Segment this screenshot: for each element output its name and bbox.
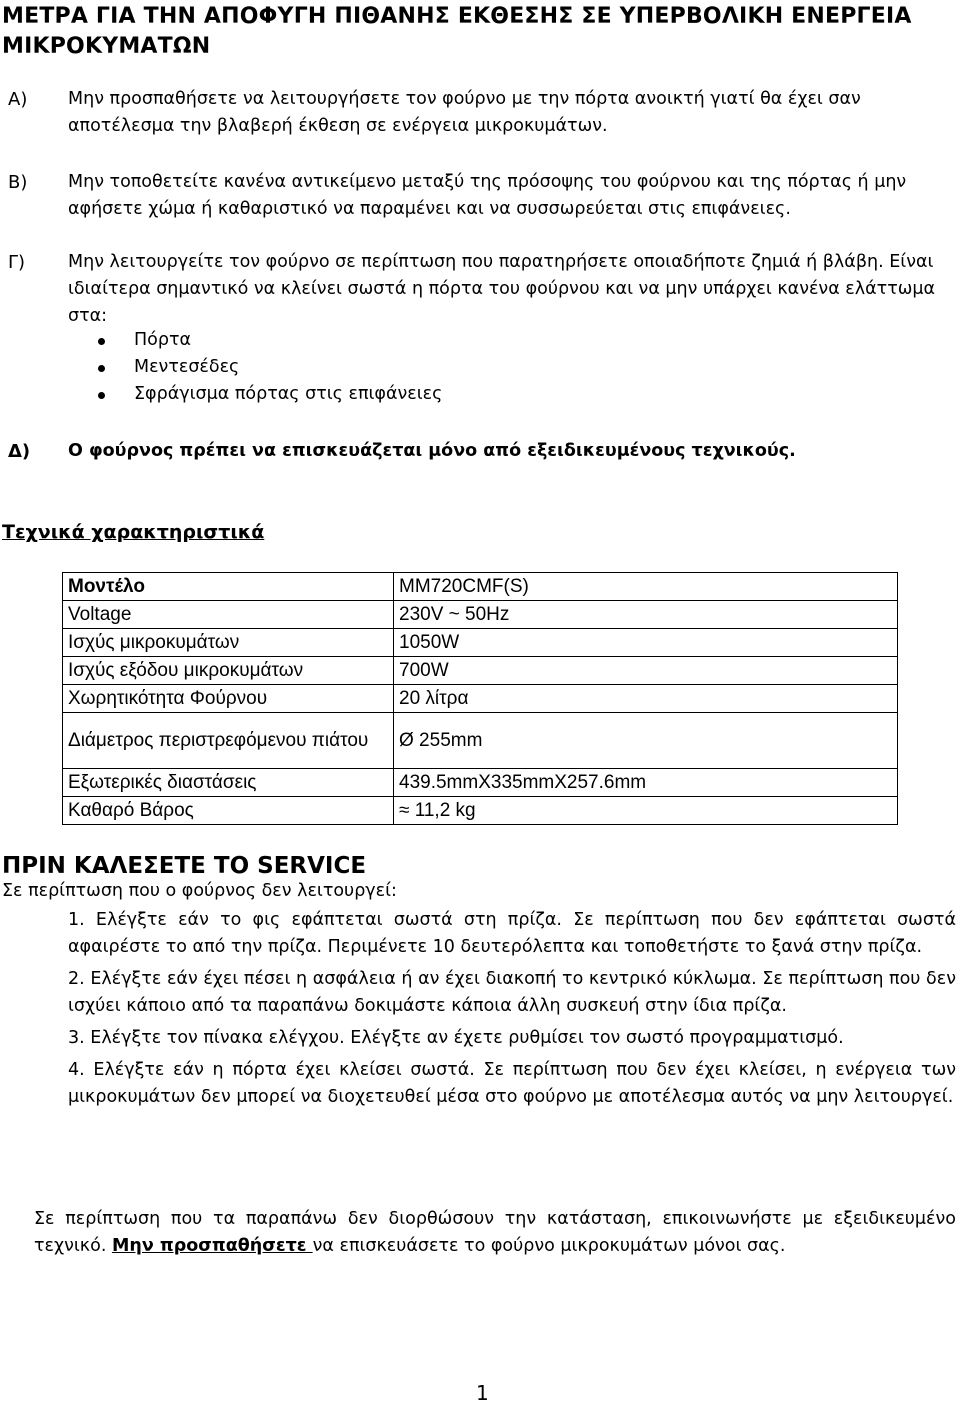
spec-label: Καθαρό Βάρος: [63, 797, 394, 825]
item-letter-a: Α): [8, 89, 28, 110]
item-text-b: Μην τοποθετείτε κανένα αντικείμενο μεταξύ της πρόσοψης του φούρνου και της πόρτας ή μην αφήσετε χώμα ή καθαριστικό να παραμένει και να συσσωρεύεται στις επιφάνειες.: [68, 172, 907, 219]
closing-paragraph: [34, 1206, 956, 1260]
spec-value: Ø 255mm: [394, 713, 898, 769]
list-item: 4. Ελέγξτε εάν η πόρτα έχει κλείσει σωστά. Σε περίπτωση που δεν έχει κλείσει, η ενέργεια των μικροκυμάτων δεν μπορεί να διοχετευθεί μέσα στο φούρνο με αποτέλεσμα αυτός να μην λειτουργεί.: [68, 1060, 956, 1107]
table-row: [63, 685, 898, 713]
item-text-c: Μην λειτουργείτε τον φούρνο σε περίπτωση που παρατηρήσετε οποιαδήποτε ζημιά ή βλάβη. Είναι ιδιαίτερα σημαντικό να κλείνει σωστά η πόρτα του φούρνου και να μην υπάρχει κανένα ελάττωμα στα:: [68, 252, 936, 326]
service-steps: [68, 907, 956, 1116]
spec-value: MM720CMF(S): [394, 573, 898, 601]
closing-text-start: Σε περίπτωση που τα παραπάνω δεν διορθώσουν την κατάσταση, επικοινωνήστε με εξειδικευμένο τεχνικό.: [34, 1209, 956, 1256]
table-row: [63, 797, 898, 825]
list-item: Σφράγισμα πόρτας στις επιφάνειες: [98, 381, 442, 408]
spec-value: 230V ~ 50Hz: [394, 601, 898, 629]
page-number: 1: [476, 1381, 489, 1405]
service-intro: Σε περίπτωση που ο φούρνος δεν λειτουργεί:: [2, 881, 397, 901]
item-letter-d: Δ): [8, 441, 31, 462]
bullet-icon: [98, 392, 105, 399]
list-item: Πόρτα: [98, 327, 442, 354]
tech-specs-heading: Τεχνικά χαρακτηριστικά: [2, 521, 265, 543]
list-item: Μεντεσέδες: [98, 354, 442, 381]
list-item: 1. Ελέγξτε εάν το φις εφάπτεται σωστά στη πρίζα. Σε περίπτωση που δεν εφάπτεται σωστά αφαιρέστε το από την πρίζα. Περιμένετε 10 δευτερόλεπτα και τοποθετήστε το ξανά στην πρίζα.: [68, 910, 956, 957]
spec-value: 700W: [394, 657, 898, 685]
spec-value: ≈ 11,2 kg: [394, 797, 898, 825]
table-row: [63, 769, 898, 797]
service-heading: ΠΡΙΝ ΚΑΛΕΣΕΤΕ ΤΟ SERVICE: [2, 853, 367, 879]
table-row: [63, 713, 898, 769]
defect-bullet-list: [98, 327, 442, 408]
item-text-d: Ο φούρνος πρέπει να επισκευάζεται μόνο από εξειδικευμένους τεχνικούς.: [68, 441, 796, 461]
closing-warning: Μην προσπαθήσετε: [111, 1236, 313, 1256]
specs-table: [62, 572, 898, 825]
list-item: 3. Ελέγξτε τον πίνακα ελέγχου. Ελέγξτε αν έχετε ρυθμίσει τον σωστό προγραμματισμό.: [68, 1028, 844, 1048]
table-row: [63, 657, 898, 685]
closing-text-end: να επισκευάσετε το φούρνο μικροκυμάτων μόνοι σας.: [312, 1236, 786, 1256]
spec-label: Voltage: [63, 601, 394, 629]
spec-value: 20 λίτρα: [394, 685, 898, 713]
bullet-icon: [98, 365, 105, 372]
spec-label: Ισχύς μικροκυμάτων: [63, 629, 394, 657]
list-item: 2. Ελέγξτε εάν έχει πέσει η ασφάλεια ή αν έχει διακοπή το κεντρικό κύκλωμα. Σε περίπτωση που δεν ισχύει κάποιο από τα παραπάνω δοκιμάστε κάποια άλλη συσκευή στην ίδια πρίζα.: [68, 969, 956, 1016]
spec-label: Ισχύς εξόδου μικροκυμάτων: [63, 657, 394, 685]
table-row: [63, 629, 898, 657]
item-text-a: Μην προσπαθήσετε να λειτουργήσετε τον φούρνο με την πόρτα ανοικτή γιατί θα έχει σαν αποτέλεσμα την βλαβερή έκθεση σε ενέργεια μικροκυμάτων.: [68, 89, 861, 136]
table-row: [63, 601, 898, 629]
spec-label: Εξωτερικές διαστάσεις: [63, 769, 394, 797]
item-letter-c: Γ): [8, 252, 26, 273]
spec-value: 439.5mmX335mmX257.6mm: [394, 769, 898, 797]
table-row: [63, 573, 898, 601]
spec-label: Χωρητικότητα Φούρνου: [63, 685, 394, 713]
spec-label: Μοντέλο: [63, 573, 394, 601]
spec-value: 1050W: [394, 629, 898, 657]
item-letter-b: Β): [8, 172, 28, 193]
bullet-icon: [98, 338, 105, 345]
spec-label: Διάμετρος περιστρεφόμενου πιάτου: [63, 713, 394, 769]
page-title: ΜΕΤΡΑ ΓΙΑ ΤΗΝ ΑΠΟΦΥΓΗ ΠΙΘΑΝΗΣ ΕΚΘΕΣΗΣ ΣΕ ΥΠΕΡΒΟΛΙΚΗ ΕΝΕΡΓΕΙΑ ΜΙΚΡΟΚΥΜΑΤΩΝ: [2, 4, 912, 59]
